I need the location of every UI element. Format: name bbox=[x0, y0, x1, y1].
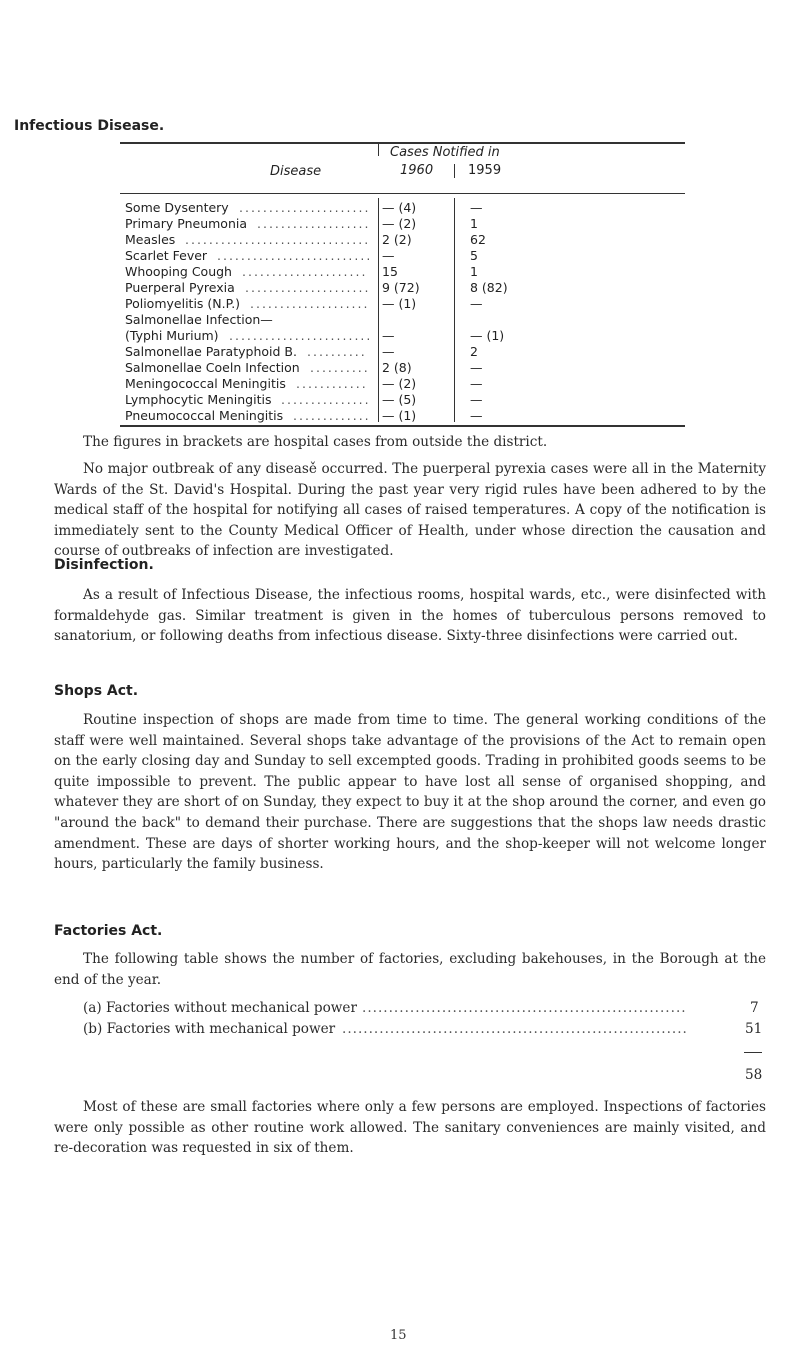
disease-name: Pneumococcal Meningitis bbox=[125, 408, 284, 423]
header-year-1959: 1959 bbox=[468, 163, 502, 178]
table-row bbox=[120, 200, 685, 216]
dot-leader: .......................... bbox=[217, 248, 373, 263]
dot-leader: .......... bbox=[310, 360, 370, 375]
cell-1960: 9 (72) bbox=[382, 280, 420, 295]
disease-name: Salmonellae Coeln Infection bbox=[125, 360, 300, 375]
factory-item-b-leader: ................................................................. bbox=[342, 1021, 688, 1037]
disease-name: Measles bbox=[125, 232, 176, 247]
disease-name: (Typhi Murium) bbox=[125, 328, 219, 343]
cell-1960: — bbox=[382, 328, 395, 343]
dot-leader: ............................... bbox=[185, 232, 371, 247]
cell-1959: 2 bbox=[470, 344, 478, 359]
factory-item-b-label: (b) Factories with mechanical power bbox=[83, 1021, 336, 1037]
dot-leader: ..................... bbox=[245, 280, 371, 295]
dot-leader: ........................ bbox=[229, 328, 373, 343]
cell-1959: 5 bbox=[470, 248, 478, 263]
cell-1960: — (1) bbox=[382, 296, 417, 311]
disinfection-paragraph bbox=[54, 585, 766, 647]
factories-heading: Factories Act. bbox=[54, 923, 163, 939]
cell-1960: 15 bbox=[382, 264, 398, 279]
table-header-rule bbox=[120, 193, 685, 194]
dot-leader: ............. bbox=[293, 408, 371, 423]
disease-name: Some Dysentery bbox=[125, 200, 229, 215]
cell-1960: — bbox=[382, 344, 395, 359]
header-disease: Disease bbox=[270, 164, 322, 179]
table-row bbox=[120, 392, 685, 408]
cell-1959: 8 (82) bbox=[470, 280, 508, 295]
disinfection-heading: Disinfection. bbox=[54, 557, 154, 573]
dot-leader: ............ bbox=[296, 376, 368, 391]
dot-leader: ............... bbox=[281, 392, 371, 407]
cell-1959: — bbox=[470, 408, 483, 423]
dot-leader: .................... bbox=[250, 296, 370, 311]
total-rule bbox=[744, 1052, 762, 1053]
factory-item-b-value: 51 bbox=[745, 1021, 763, 1037]
brackets-note-text: The figures in brackets are hospital cases from outside the district. bbox=[83, 434, 548, 450]
disease-name: Primary Pneumonia bbox=[125, 216, 248, 231]
disease-name: Poliomyelitis (N.P.) bbox=[125, 296, 241, 311]
disease-name: Lymphocytic Meningitis bbox=[125, 392, 272, 407]
factories-closing-text: Most of these are small factories where only a few persons are employed. Inspections of factories were only possible as other routine work allowed. The sanitary conveniences are mainly visited, and re-decoration was requested in six of them. bbox=[54, 1099, 766, 1157]
infectious-disease-table bbox=[120, 142, 685, 428]
table-row bbox=[120, 264, 685, 280]
brackets-note bbox=[54, 432, 766, 453]
disease-name: Meningococcal Meningitis bbox=[125, 376, 286, 391]
cell-1960: — (4) bbox=[382, 200, 417, 215]
shops-paragraph-text: Routine inspection of shops are made from time to time. The general working conditions of the staff were well maintained. Several shops take advantage of the provisions of the Act to remain open on the early closing day and Sunday to sell excempted goods. Trading in prohibited goods seems to be quite impossible to prevent. The public appear to have lost all sense of organised shopping, and whatever they are short of on Sunday, they expect to buy it at the shop around the corner, and even go "around the back" to demand their purchase. There are suggestions that the shops law needs drastic amendment. These are days of shorter working hours, and the shop-keeper will not welcome longer hours, particularly the family business. bbox=[54, 712, 766, 873]
dot-leader: ................... bbox=[257, 216, 371, 231]
disease-name: Puerperal Pyrexia bbox=[125, 280, 235, 295]
cell-1959: — bbox=[470, 296, 483, 311]
cell-1960: — (2) bbox=[382, 216, 417, 231]
factories-closing bbox=[54, 1097, 766, 1159]
factories-intro bbox=[54, 949, 766, 990]
disease-name: Salmonellae Paratyphoid B. bbox=[125, 344, 297, 359]
table-row bbox=[120, 216, 685, 232]
table-row bbox=[120, 248, 685, 264]
table-row bbox=[120, 296, 685, 312]
table-row bbox=[120, 328, 685, 344]
cell-1960: — (5) bbox=[382, 392, 417, 407]
table-row bbox=[120, 408, 685, 424]
table-row bbox=[120, 312, 685, 328]
infectious-paragraph bbox=[54, 459, 766, 562]
dot-leader: .......... bbox=[307, 344, 367, 359]
shops-paragraph bbox=[54, 710, 766, 875]
dot-leader: ..................... bbox=[242, 264, 368, 279]
table-row bbox=[120, 344, 685, 360]
factories-intro-text: The following table shows the number of factories, excluding bakehouses, in the Borough at the end of the year. bbox=[54, 951, 766, 988]
header-year-divider bbox=[454, 164, 455, 178]
infectious-paragraph-text: No major outbreak of any diseasě occurred. The puerperal pyrexia cases were all in the Maternity Wards of the St. David's Hospital. During the past year very rigid rules have been adhered to by the medical staff of the hospital for notifying all cases of raised temperatures. A copy of the notification is immediately sent to the County Medical Officer of Health, under whose direction the causation and course of outbreaks of infection are investigated. bbox=[54, 461, 766, 560]
cell-1959: — bbox=[470, 392, 483, 407]
factory-item-a-label: (a) Factories without mechanical power bbox=[83, 1000, 357, 1016]
cell-1959: 1 bbox=[470, 264, 478, 279]
cell-1959: — (1) bbox=[470, 328, 505, 343]
page-number: 15 bbox=[390, 1328, 407, 1343]
page-title: Infectious Disease. bbox=[14, 118, 165, 134]
table-bottom-rule bbox=[120, 425, 685, 427]
factories-total: 58 bbox=[745, 1067, 763, 1083]
disinfection-paragraph-text: As a result of Infectious Disease, the infectious rooms, hospital wards, etc., were disinfected with formaldehyde gas. Similar treatment is given in the homes of tuberculous persons removed to sanatorium, or following deaths from infectious disease. Sixty-three disinfections were carried out. bbox=[54, 587, 766, 645]
cell-1960: 2 (2) bbox=[382, 232, 412, 247]
factory-item-a-value: 7 bbox=[750, 1000, 759, 1016]
cell-1959: 1 bbox=[470, 216, 478, 231]
cell-1959: — bbox=[470, 360, 483, 375]
cell-1960: 2 (8) bbox=[382, 360, 412, 375]
header-year-1960: 1960 bbox=[400, 163, 434, 178]
shops-heading: Shops Act. bbox=[54, 683, 139, 699]
disease-name: Scarlet Fever bbox=[125, 248, 208, 263]
table-row bbox=[120, 280, 685, 296]
table-top-rule bbox=[120, 142, 685, 144]
table-row bbox=[120, 360, 685, 376]
header-divider bbox=[378, 144, 379, 156]
table-row bbox=[120, 376, 685, 392]
factory-item-a-leader: ............................................................. bbox=[362, 1000, 687, 1016]
cell-1960: — bbox=[382, 248, 395, 263]
cell-1959: — bbox=[470, 200, 483, 215]
disease-name: Salmonellae Infection— bbox=[125, 312, 273, 327]
disease-name: Whooping Cough bbox=[125, 264, 232, 279]
cell-1960: — (1) bbox=[382, 408, 417, 423]
header-cases-notified: Cases Notified in bbox=[390, 145, 500, 160]
cell-1959: 62 bbox=[470, 232, 486, 247]
table-row bbox=[120, 232, 685, 248]
dot-leader: ...................... bbox=[239, 200, 371, 215]
cell-1960: — (2) bbox=[382, 376, 417, 391]
cell-1959: — bbox=[470, 376, 483, 391]
